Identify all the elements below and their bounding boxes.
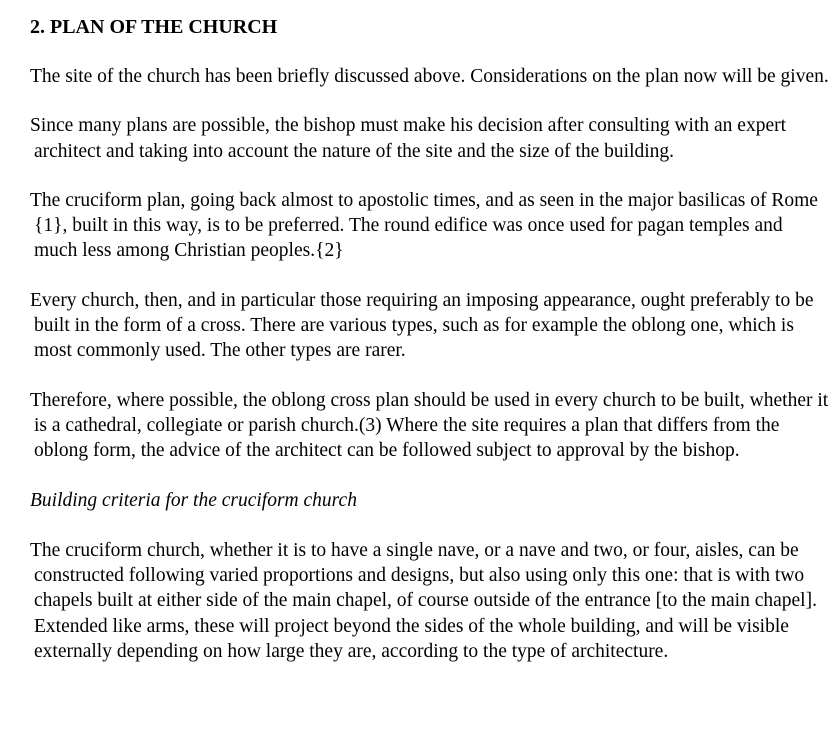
section-heading: 2. PLAN OF THE CHURCH	[30, 16, 278, 38]
paragraph-plans: Since many plans are possible, the bishop must make his decision after consulting with an expert architect and taking into account the nature of the site and the size of the building.	[30, 115, 787, 162]
document-page	[30, 14, 830, 664]
paragraph-oblong-cross: Therefore, where possible, the oblong cross plan should be used in every church to be built, whether it is a cathedral, collegiate or parish church.(3) Where the site requires a plan that differs from the oblong form, the advice of the architect can be followed subject to approval by the bishop.	[30, 389, 829, 462]
paragraph-cruciform-church: The cruciform church, whether it is to have a single nave, or a nave and two, or four, aisles, can be constructed following varied proportions and designs, but also using only this one: that is with two chapels built at either side of the main chapel, of course outside of the entrance [to the main chapel]. Extended like arms, these will project beyond the sides of the whole building, and will be visible externally depending on how large they are, according to the type of architecture.	[30, 539, 817, 663]
paragraph-cruciform-plan: The cruciform plan, going back almost to apostolic times, and as seen in the major basilicas of Rome {1}, built in this way, is to be preferred. The round edifice was once used for pagan temples and much less among Christian peoples.{2}	[30, 189, 818, 262]
paragraph-cross-form: Every church, then, and in particular those requiring an imposing appearance, ought preferably to be built in the form of a cross. There are various types, such as for example the oblong one, which is most commonly used. The other types are rarer.	[30, 289, 814, 362]
subsection-heading: Building criteria for the cruciform church	[30, 489, 357, 511]
paragraph-site: The site of the church has been briefly discussed above. Considerations on the plan now will be given.	[30, 66, 829, 87]
